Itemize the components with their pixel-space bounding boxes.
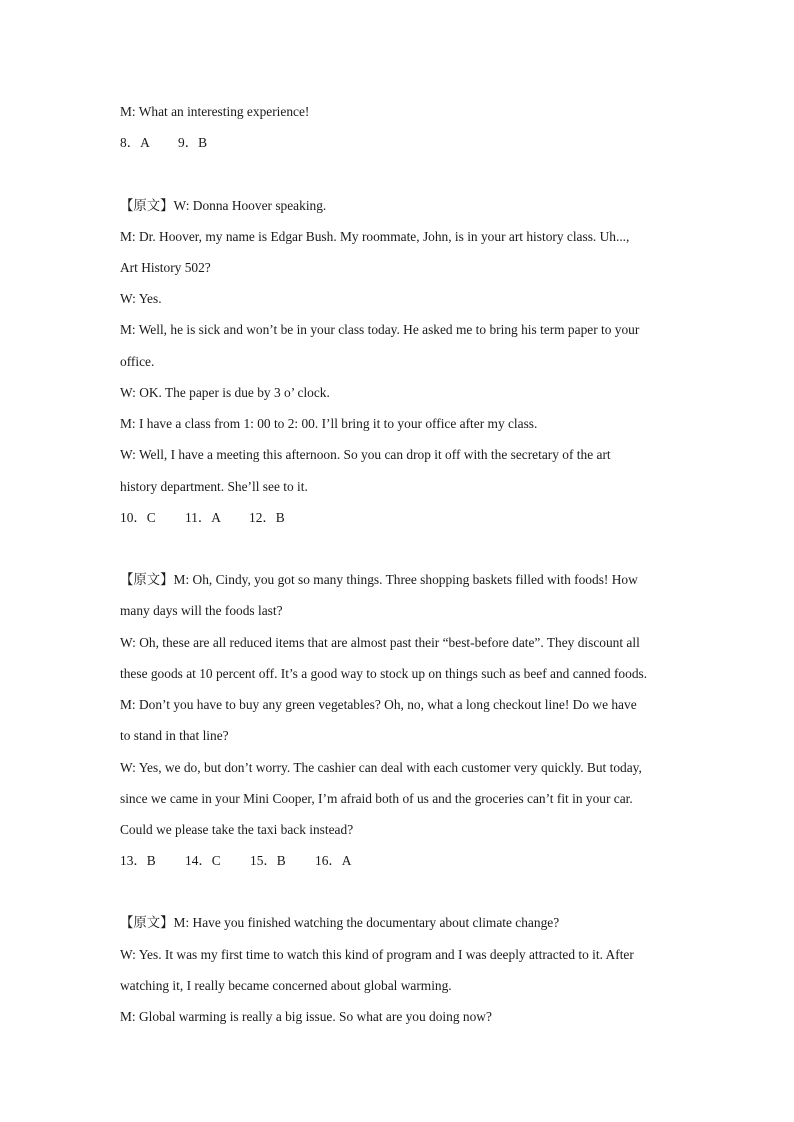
text-line: M: Don’t you have to buy any green vegetables? Oh, no, what a long checkout line! Do we have: [120, 697, 637, 712]
text-line: Could we please take the taxi back instead?: [120, 822, 354, 837]
text-line: many days will the foods last?: [120, 603, 283, 618]
text-line: W: Yes.: [120, 291, 162, 306]
text-line: M: What an interesting experience!: [120, 104, 310, 119]
answer: 12．B: [249, 510, 285, 525]
text-line: since we came in your Mini Cooper, I’m afraid both of us and the groceries can’t fit in your car.: [120, 791, 633, 806]
text-line: M: I have a class from 1: 00 to 2: 00. I’ll bring it to your office after my class.: [120, 416, 538, 431]
text-line: these goods at 10 percent off. It’s a good way to stock up on things such as beef and canned foods.: [120, 666, 648, 681]
text-line: history department. She’ll see to it.: [120, 479, 308, 494]
text-line: W: Yes, we do, but don’t worry. The cashier can deal with each customer very quickly. But today,: [120, 760, 642, 775]
answer: 16．A: [315, 853, 352, 868]
answer-key: [120, 853, 351, 869]
text-line: Art History 502?: [120, 260, 211, 275]
answer-key: [120, 135, 207, 151]
transcript-heading: 【原文】M: Have you finished watching the documentary about climate change?: [120, 915, 560, 930]
text-line: M: Global warming is really a big issue. So what are you doing now?: [120, 1009, 492, 1024]
answer: 11．A: [185, 510, 221, 525]
answer: 14．C: [185, 853, 221, 868]
answer-key: [120, 510, 285, 526]
transcript-heading: 【原文】M: Oh, Cindy, you got so many things. Three shopping baskets filled with foods! How: [120, 572, 638, 587]
answer: 10．C: [120, 510, 156, 525]
answer: 8．A: [120, 135, 150, 150]
text-line: M: Dr. Hoover, my name is Edgar Bush. My roommate, John, is in your art history class. Uh...,: [120, 229, 630, 244]
transcript-heading: 【原文】W: Donna Hoover speaking.: [120, 198, 327, 213]
text-line: W: Yes. It was my first time to watch this kind of program and I was deeply attracted to it. After: [120, 947, 634, 962]
answer: 13．B: [120, 853, 156, 868]
text-line: W: Oh, these are all reduced items that are almost past their “best-before date”. They discount all: [120, 635, 640, 650]
answer: 15．B: [250, 853, 286, 868]
text-line: to stand in that line?: [120, 728, 229, 743]
answer: 9．B: [178, 135, 208, 150]
text-line: M: Well, he is sick and won’t be in your class today. He asked me to bring his term paper to your: [120, 322, 640, 337]
text-line: watching it, I really became concerned about global warming.: [120, 978, 452, 993]
text-line: W: OK. The paper is due by 3 o’ clock.: [120, 385, 330, 400]
text-line: W: Well, I have a meeting this afternoon. So you can drop it off with the secretary of the art: [120, 447, 611, 462]
text-line: office.: [120, 354, 155, 369]
